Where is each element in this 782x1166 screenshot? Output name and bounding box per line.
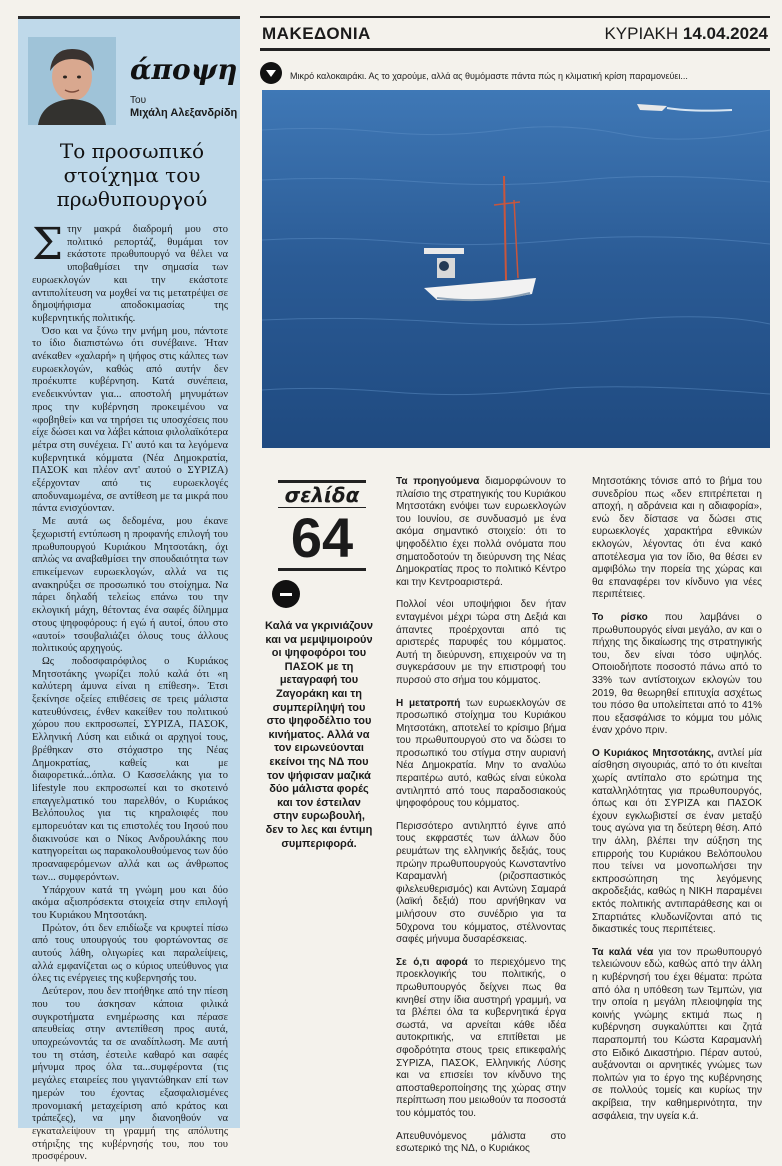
section-title: ΜΑΚΕΔΟΝΙΑ [262,24,371,43]
opinion-header [18,19,240,129]
paragraph-text: αντλεί μία αίσθηση σιγουριάς, από το ότι κινείται χωρίς αντίπαλο στο ερώτημα της καταλληλότητας για πρωθυπουργός, όπως και ότι ΣΥΡΙΖΑ και ΠΑΣΟΚ έχουν εγκλωβιστεί σε έναν μεταξύ τους αγώνα για τη δεύτερη θέση. Από την άλλη, βλέπει την αύξηση της επιρροής του Κυριάκου Βελόπουλου που τείνει να μονοπωλήσει την εκπροσώπηση της λεγόμενης ακροδεξιάς, καθώς η ΝΙΚΗ παραμένει εκτός πολιτικής αντιπαράθεσης και οι Σπαρτιάτες κλυδωνίζονται από τις δικαστικές τους περιπέτειες. [592,747,762,936]
opinion-paragraph: την μακρά διαδρομή μου στο πολιτικό ρεπορτάζ, θυμάμαι τον εκάστοτε πρωθυπουργό να θέλει να υποβαθμίσει την σημασία των ευρωεκλογών και την εκάστοτε αντιπολίτευση να μοχθεί να τις μετατρέψει σε δημοψήφισμα αποδοκιμασίας της κυβερνητικής πολιτικής. [32,224,228,324]
page-marker-number: 64 [278,508,366,571]
issue-date [604,24,768,44]
minus-note: Καλά να γκρινιάζουν και να μεμψιμοιρούν οι ψηφοφόροι του ΠΑΣΟΚ με τη μεταγραφή του Ζαγοράκη και τη συμπερίληψή του στο ψηφοδέλτιο του κινήματος. Αλλά να τον ειρωνεύονται εκείνοι της ΝΔ που τον ψήφισαν μαζικά δύο μάλιστα φορές και τον έστειλαν στην ευρωβουλή, δεν το λες και έντιμη συμπεριφορά. [265,620,373,850]
opinion-paragraph: Υπάρχουν κατά τη γνώμη μου και δύο ακόμα αξιοπρόσεκτα στοιχεία στην επιλογή του Κυριάκου Μητσοτάκη. [32,884,228,921]
page-marker-label: σελίδα [278,480,366,508]
issue-day: ΚΥΡΙΑΚΗ [604,24,679,43]
paragraph-text: διαμορφώνουν το πλαίσιο της στρατηγικής του Κυριάκου Μητσοτάκη ενόψει των ευρωεκλογών του Ιουνίου, σε συνδυασμό με ένα ακόμα σημαντικό στοιχείο: ότι το ψηφοδέλτιο έχει πολλά ονόματα που σηματοδοτούν τη διεύρυνση της Νέας Δημοκρατίας προς το πολιτικό Κέντρο και την Κεντροαριστερά. [396,476,566,588]
paragraph-text: Μητσοτάκης τόνισε από το βήμα του συνεδρίου πως «δεν επιτρέπεται η αποχή, η αδράνεια και η αδιαφορία», ενώ δεν δίστασε να δώσει στις ευρωεκλογές χαρακτήρα εθνικών εκλογών, λέγοντας ότι ένα κακό αποτέλεσμα για τον ίδιο, θα θέσει εν αμφιβόλω την πορεία της χώρας και θα επαναφέρει τον κίνδυνο για νέες περιπέτειες. [592,476,762,601]
minus-icon [272,580,300,608]
opinion-paragraph: Όσο και να ξύνω την μνήμη μου, πάντοτε το ίδιο διαπιστώνω ότι συνέβαινε. Ήταν ανέκαθεν «χαλαρή» η ψήφος στις κάλπες των ευρωεκλογών, καθώς από αυτήν δεν προέκυπτε κυβέρνηση. Κατά συνέπεια, ενεδεικνύνταν για... αποστολή μηνυμάτων προς την κυβέρνηση προκειμένου να «φοβηθεί» και να τηρήσει τις υποσχέσεις που είχε δώσει και να λάβει κάποια φιλολαϊκότερα μέτρα στη συνέχεια. Γι' αυτό και τα λεγόμενα κυβερνητικά κόμματα (Νέα Δημοκρατία, ΠΑΣΟΚ και πλέον αντ' αυτού ο ΣΥΡΙΖΑ) εξέρχονταν από τις ευρωεκλογές αποδυναμωμένα, σε αντίθεση με τα μικρά που πάντα ενισχύονταν. [32,325,228,515]
author-byline [130,95,237,119]
page-marker [278,480,366,576]
article-paragraph [396,599,566,687]
caption-arrow-icon [260,62,282,84]
author-name: Μιχάλη Αλεξανδρίδη [130,107,238,119]
article-paragraph [592,476,762,602]
article-paragraph [396,476,566,589]
paragraph-text: Απευθυνόμενος μάλιστα στο εσωτερικό της ΝΔ, ο Κυριάκος [396,1130,566,1155]
article-paragraph [396,957,566,1121]
opinion-paragraph: Δεύτερον, που δεν πτοήθηκε από την πίεση που του άσκησαν κάποια φιλικά συγκροτήματα ενημέρωσης και πέρασε απευθείας στην αντεπίθεση προς αυτά, υποχρεώνοντάς τα σε αναδίπλωση. Με αυτή του τη στάση, έστειλε καθαρό και σαφές μήνυμα προς όλα τα...συμφέροντα (τις μεγάλες εταιρείες που γιγαντώθηκαν επί των ημερών του έχοντας εξασφαλισμένες προνομιακή μεταχείριση από κράτος και τράπεζες), να μην διανοηθούν να εγκαταλείψουν τη γραμμή της απόλυτης στήριξης της κυβέρνησής του, που του προσφέρουν. [32,986,228,1163]
author-portrait-icon [28,37,116,125]
paragraph-lead: Ο Κυριάκος Μητσοτάκης, [592,747,714,759]
opinion-paragraph: Πρώτον, ότι δεν επιδίωξε να κρυφτεί πίσω από τους υπουργούς του φορτώνοντας σε αυτούς λάθη, ολιγωρίες και παραλείψεις, αλλά εμφανίζεται ως ο κύριος υπεύθυνος για όλες τις ενέργειες της κυβερνησής του. [32,922,228,985]
paragraph-lead: Το ρίσκο [592,611,648,623]
article-paragraph [592,612,762,738]
opinion-paragraph: Με αυτά ως δεδομένα, μου έκανε ξεχωριστή εντύπωση η προφανής επιλογή του πρωθυπουργού Κυριάκου Μητσοτάκη, όχι απλώς να αναβαθμίσει την σπουδαιότητα των επικείμενων ευρωεκλογών, αλλά να τις ανακηρύξει σε προσωπικό του στοίχημα. Να πάρει δηλαδή τελείως επάνω του την εκλογική μάχη, θέτοντας ένα σαφές δίλημμα στους ψηφοφόρους: ή εγώ ή αυτοί, όπου στο «αυτοί» τσουβαλιάζει όλους τους άλλους πολιτικούς αρχηγούς. [32,516,228,655]
issue-date-value: 14.04.2024 [682,24,768,43]
article-paragraph [396,1131,566,1156]
article-paragraph [396,698,566,811]
opinion-column [18,16,240,1163]
opinion-paragraph: Ως ποδοσφαιρόφιλος ο Κυριάκος Μητσοτάκης γνωρίζει πολύ καλά ότι «η καλύτερη άμυνα είναι η επίθεση». Έτσι ξεκίνησε οξείες επιθέσεις σε τρεις μάλιστα κατευθύνσεις, ένθεν κακείθεν του πολιτικού χώρου που εκπροσωπεί, ΣΥΡΙΖΑ, ΠΑΣΟΚ, Ελληνική Λύση και ειδικά οι αρχηγοί τους, βρέθηκαν στο στόχαστρο της Νέας Δημοκρατίας, καθείς και με διαφορετικά...όπλα. Ο Κασσελάκης για το lifestyle που εκπροσωπεί και το σκοτεινό επαγγελματικό του παρελθόν, ο Κυριάκος Βελόπουλος για τις κηραλοιφές που εμπορευόταν και τις επιστολές του Ιησού που διακινούσε και ο Νίκος Ανδρουλάκης που κατηγορείται ως παρακολουθούμενος των δύο προαναφερόμενων αλλά και ως άνθρωπος των... συμφερόντων. [32,655,228,883]
drop-cap: Σ [32,219,64,270]
paragraph-lead: Η μετατροπή [396,697,461,709]
paragraph-text: Πολλοί νέοι υποψήφιοι δεν ήταν ενταγμένοι μέχρι τώρα στη Δεξιά και άπαντες προέρχονται από τις αριστερές παρυφές του κόμματος. Αυτή τη διεύρυνση, επιχειρούν να τη συγκεράσουν με την επιστροφή του πυρσού στο σήμα του κόμματος. [396,599,566,686]
article-column-1 [396,476,566,1166]
article-paragraph [592,748,762,937]
article-paragraph [396,821,566,947]
article-column-2 [592,476,762,1133]
paragraph-text: για τον πρωθυπουργό τελειώνουν εδώ, καθώς από την άλλη η κυβέρνησή του έχει θέματα: πρώτα από όλα η υπόθεση των Τεμπών, για την οποία η μεγάλη πλειοψηφία της κοινής γνώμης εκτιμά πως η κυβέρνηση συγκαλύπτει και ζητά παραπομπή του Κώστα Καραμανλή στο Ειδικό Δικαστήριο. Πέραν αυτού, αυξάνονται οι αρνητικές γνώμες των πολιτών για το έργο της κυβέρνησης σε πολλούς τομείς και κυρίως την ακρίβεια, την καθημερινότητα, την ασφάλεια, την υγεία κ.ά. [592,946,762,1122]
paragraph-lead: Τα καλά νέα [592,946,654,958]
article-paragraph [592,947,762,1123]
paragraph-text: Περισσότερο αντιληπτό έγινε από τους εκφραστές των άλλων δύο ρευμάτων της ελληνικής δεξιάς, τους πρώην πρωθυπουργούς Κωνσταντίνο Καραμανλή (ριζοσπαστικός φιλελευθερισμός) και Αντώνη Σαμαρά (λαϊκή δεξιά) που αρνήθηκαν να μιλήσουν στο συνέδριο για τα 50χρονα του κόμματος, στέλνοντας σαφές μήνυμα δυσαρέσκειας. [396,820,566,946]
paragraph-lead: Σε ό,τι αφορά [396,956,468,968]
paragraph-lead: Τα προηγούμενα [396,476,480,487]
paragraph-text: το περιεχόμενο της προεκλογικής του πολιτικής, ο πρωθυπουργός δείχνει πως θα κινηθεί στην ίδια αυστηρή γραμμή, να τα βλέπει όλα τα κυβερνητικά έργα σωστά, να αρνείται κάθε ιδέα αυτοκριτικής, να επιτίθεται με σφοδρότητα στους τρεις επικεφαλής ΣΥΡΙΖΑ, ΠΑΣΟΚ, Ελληνικής Λύσης και να επισείει τον κίνδυνο της αποσταθεροποίησης της χώρας στην περίπτωση που μειωθούν τα ποσοστά του κόμματός του. [396,956,566,1119]
sea-boat-photo [262,90,770,448]
paragraph-text: που λαμβάνει ο πρωθυπουργός είναι μεγάλο, αν και ο πήχης της δικαίωσης της στρατηγικής του, δεν είναι τόσο υψηλός. Οποιοδήποτε ποσοστό πάνω από το 33% των αντίστοιχων εκλογών του 2019, θα θεωρηθεί επιτυχία ασχέτως του πόσο θα υπολείπεται από το 41% που εξασφάλισε το κόμμα του μόλις έναν χρόνο πριν. [592,611,762,737]
paragraph-text: των ευρωεκλογών σε προσωπικό στοίχημα του Κυριάκου Μητσοτάκη, αποτελεί το κρίσιμο βήμα του πρωθυπουργού στο να δώσει το προσωπικό του στίγμα στην αυριανή Νέα Δημοκρατία. Μην το αναλύω περαιτέρω αυτό, καθώς είναι εύκολα αντιληπτό από τους παραδοσιακούς ψηφοφόρους του κόμματος. [396,697,566,810]
boat-at-sea-image [262,90,770,448]
photo-caption: Μικρό καλοκαιράκι. Ας το χαρούμε, αλλά ας θυμόμαστε πάντα πώς η κλιματική κρίση παραμονεύει... [290,71,688,81]
photo-caption-row [260,60,770,84]
author-photo [28,37,116,125]
opinion-headline: Το προσωπικό στοίχημα του πρωθυπουργού [56,139,208,211]
opinion-label: άποψη [130,53,238,86]
opinion-body [32,219,228,1164]
page-header [260,16,770,51]
byline-prefix: Του [130,95,147,106]
